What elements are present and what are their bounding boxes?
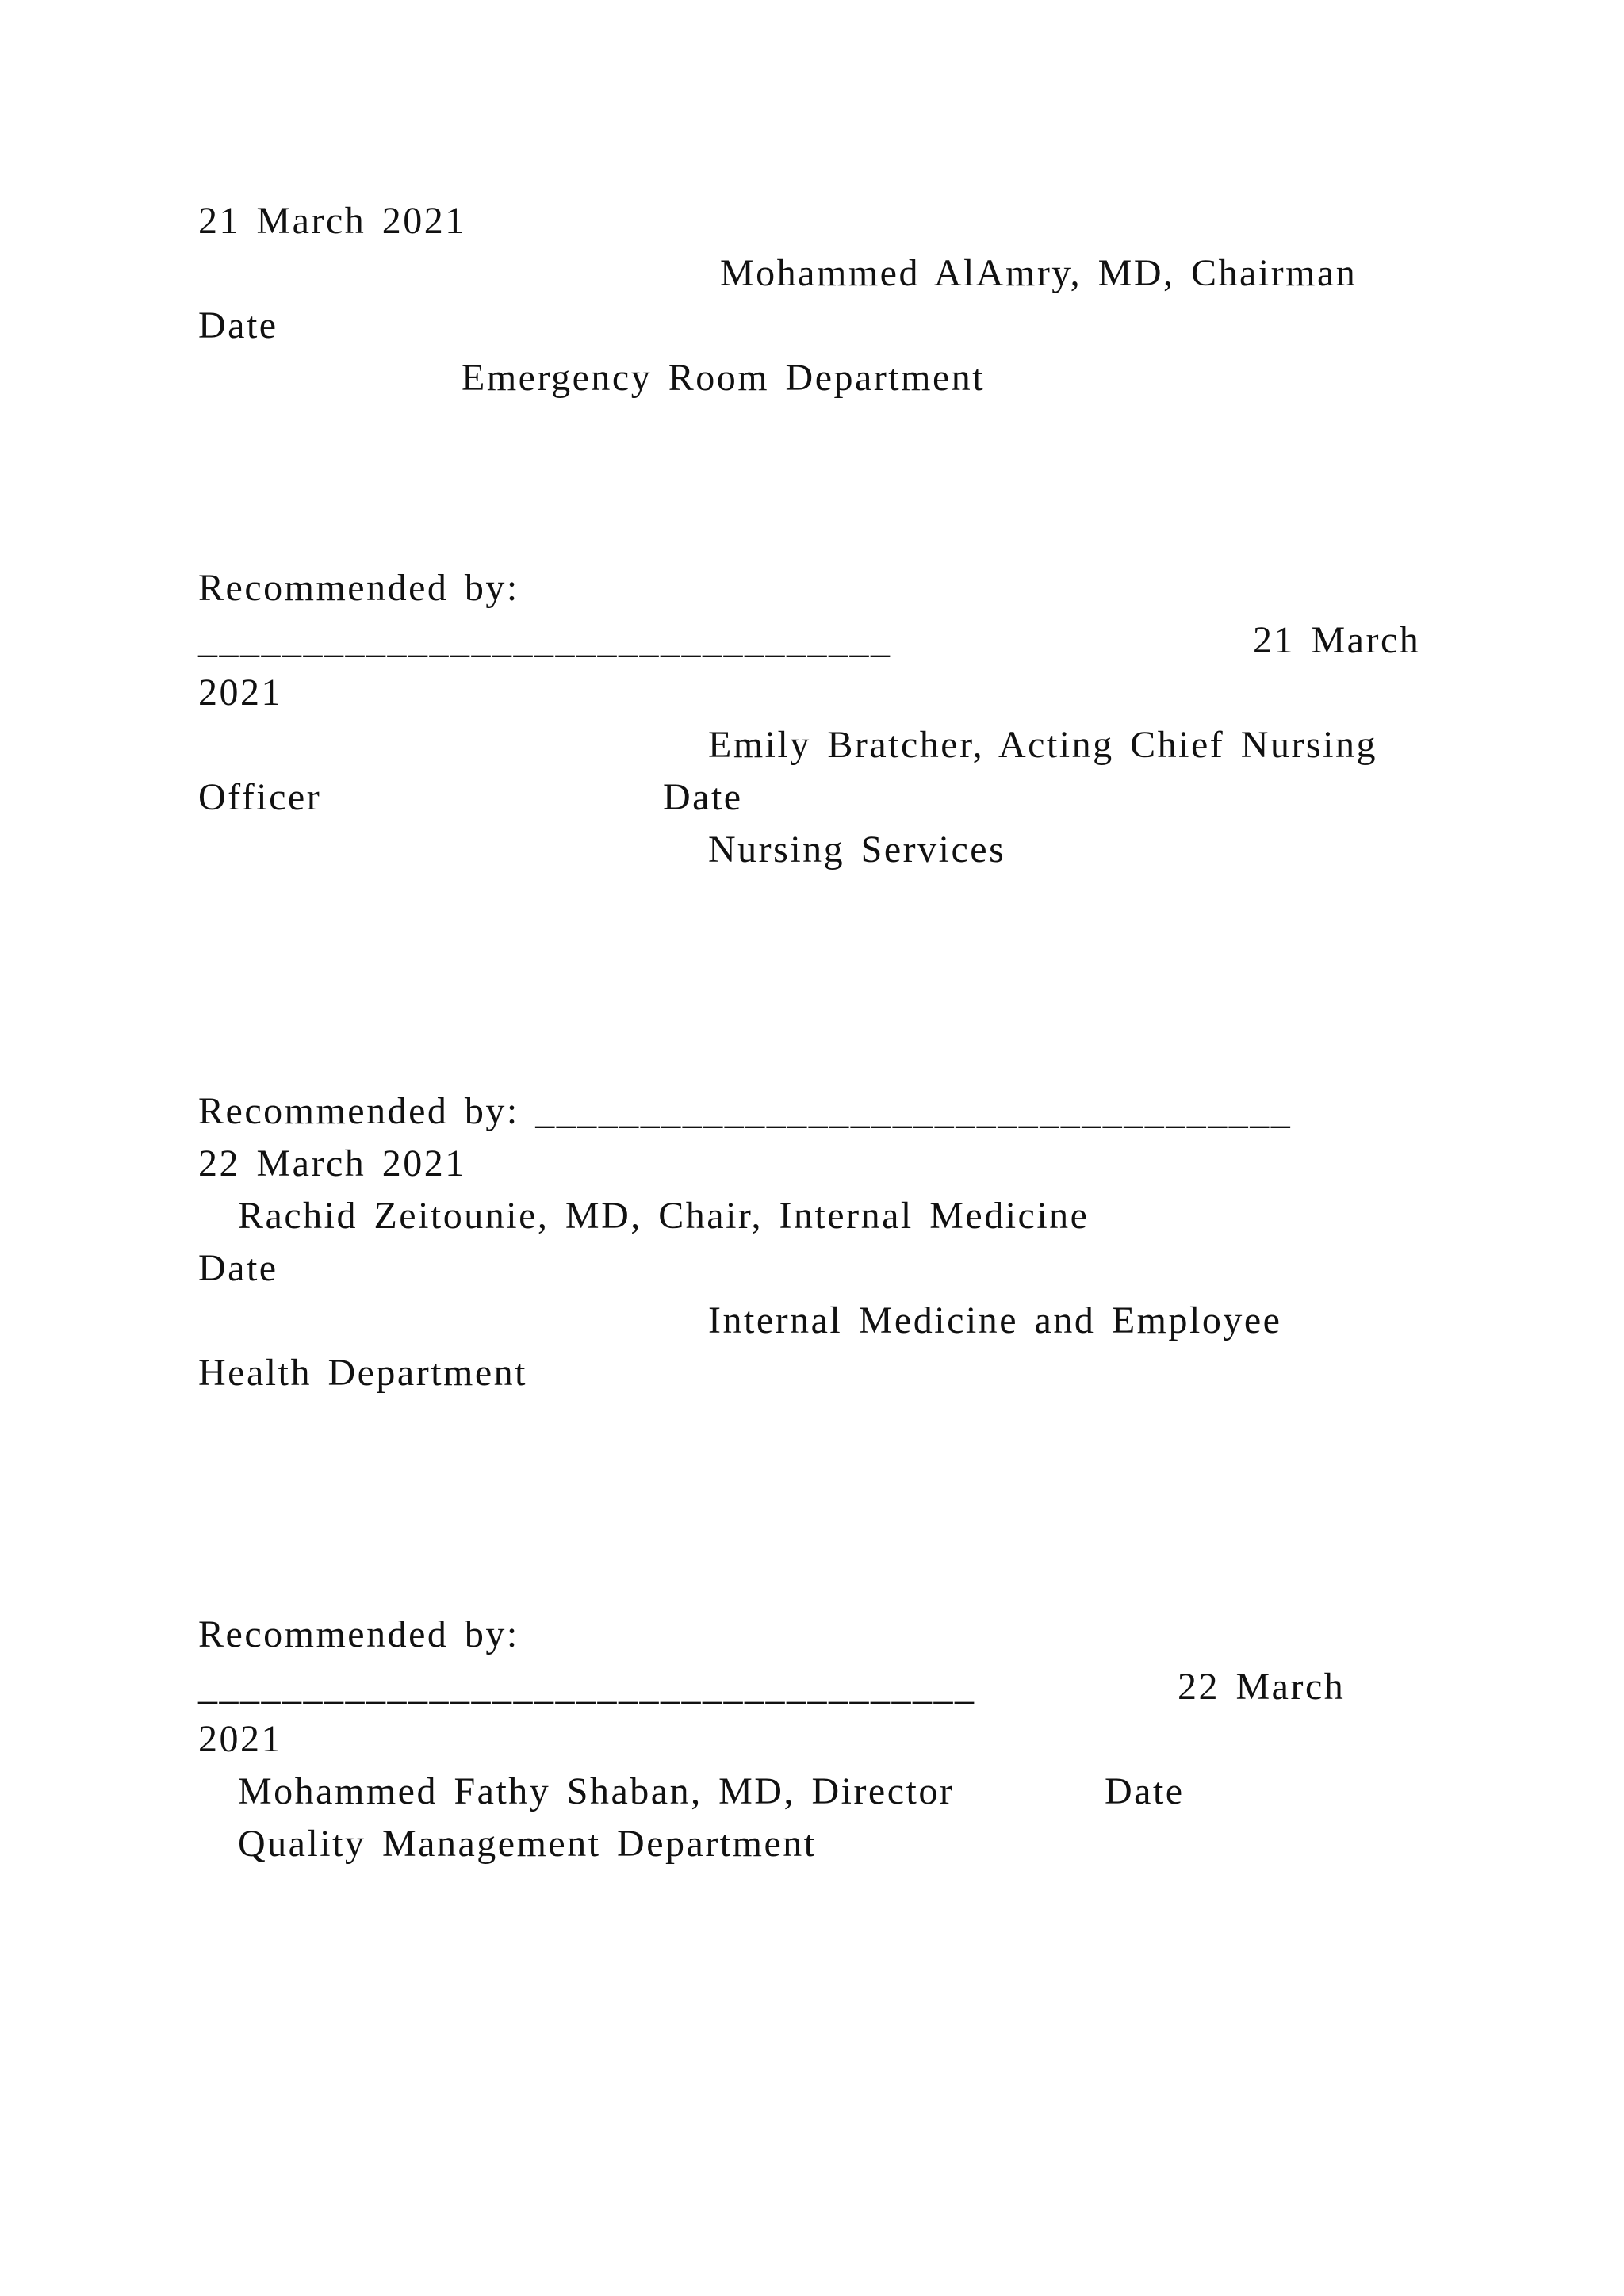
block1-signer-name: Mohammed AlAmry, MD, Chairman bbox=[720, 252, 1358, 294]
block2-date-label: Date bbox=[663, 776, 743, 818]
block2-date-part1: 21 March bbox=[1253, 619, 1421, 661]
block1-date-value: 21 March 2021 bbox=[198, 200, 466, 242]
block4-recommended-label: Recommended by: bbox=[198, 1613, 519, 1655]
block3-department: Internal Medicine and Employee bbox=[708, 1299, 1282, 1341]
block4-signature-line: _____________________________________ bbox=[198, 1666, 976, 1708]
block2-date-part2: 2021 bbox=[198, 672, 282, 714]
block3-department-cont: Health Department bbox=[198, 1352, 528, 1394]
block4-department: Quality Management Department bbox=[238, 1823, 817, 1865]
block4-date-part2: 2021 bbox=[198, 1718, 282, 1760]
block2-signer-name: Emily Bratcher, Acting Chief Nursing bbox=[708, 724, 1377, 766]
block3-date-value: 22 March 2021 bbox=[198, 1142, 466, 1184]
block3-date-label: Date bbox=[198, 1247, 278, 1289]
block4-signer-name: Mohammed Fathy Shaban, MD, Director bbox=[238, 1770, 955, 1812]
block3-recommended-line: Recommended by: ____________________________________ bbox=[198, 1090, 1293, 1132]
block1-date-label: Date bbox=[198, 304, 278, 346]
block2-signer-title-cont: Officer bbox=[198, 776, 322, 818]
block4-date-label: Date bbox=[1105, 1770, 1185, 1812]
block1-department: Emergency Room Department bbox=[462, 357, 986, 399]
block4-date-part1: 22 March bbox=[1178, 1666, 1346, 1708]
block2-signature-line: _________________________________ bbox=[198, 619, 892, 661]
block2-recommended-label: Recommended by: bbox=[198, 567, 519, 609]
block2-department: Nursing Services bbox=[708, 828, 1006, 871]
block3-signer-name: Rachid Zeitounie, MD, Chair, Internal Medicine bbox=[238, 1195, 1090, 1237]
